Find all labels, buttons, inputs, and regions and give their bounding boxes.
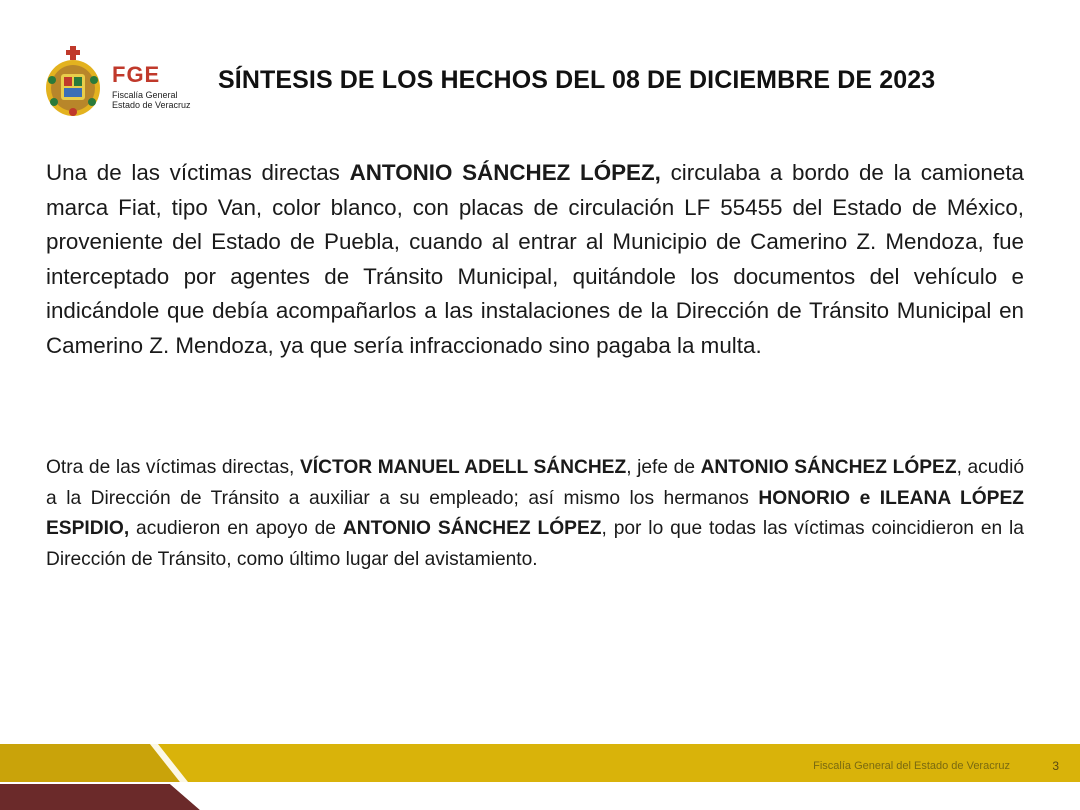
p1-text-2: circulaba a bordo de la camioneta marca Fiat, tipo Van, color blanco, con placas de circulación LF 55455 del Estado de México, proveniente del Estado de Puebla, cuando al entrar al Municipio de Camerino Z. Mendoza, fue interceptado por agentes de Tránsito Municipal, quitándole los documentos del vehículo e indicándole que debía acompañarlos a las instalaciones de la Dirección de Tránsito Municipal en Camerino Z. Mendoza, ya que sería infraccionado sino pagaba la multa.	[46, 160, 1024, 358]
logo-abbrev: FGE	[112, 62, 161, 87]
veracruz-coat-of-arms-icon	[44, 46, 102, 118]
fge-logo	[44, 46, 204, 118]
footer-decoration	[0, 744, 1080, 810]
page-number: 3	[1052, 759, 1059, 773]
paragraph-2	[46, 453, 1024, 575]
p2-bold-1: VÍCTOR MANUEL ADELL SÁNCHEZ	[299, 457, 627, 478]
paragraph-1	[46, 156, 1024, 363]
logo-line-1: Fiscalía General	[112, 90, 178, 100]
p1-text-1: Una de las víctimas directas	[46, 160, 350, 185]
p2-text-1: Otra de las víctimas directas,	[46, 457, 300, 478]
p2-text-3: , acudió a la Dirección de Tránsito a auxiliar a su empleado; así mismo los hermanos	[46, 457, 1025, 509]
p2-text-5: , por lo que todas las víctimas coincidieron en la Dirección de Tránsito, como último lugar del avistamiento.	[46, 518, 1024, 570]
p2-text-4: acudieron en apoyo de	[129, 518, 343, 539]
p2-bold-2: ANTONIO SÁNCHEZ LÓPEZ	[700, 457, 957, 478]
p2-bold-4: ANTONIO SÁNCHEZ LÓPEZ	[342, 518, 602, 539]
p2-text-2: , jefe de	[626, 457, 701, 478]
p2-bold-3: HONORIO e ILEANA LÓPEZ ESPIDIO,	[46, 487, 1024, 539]
logo-line-2: Estado de Veracruz	[112, 100, 191, 110]
footer-band	[0, 744, 1080, 810]
p1-bold-1: ANTONIO SÁNCHEZ LÓPEZ,	[349, 160, 661, 185]
page-title: SÍNTESIS DE LOS HECHOS DEL 08 DE DICIEMBRE DE 2023	[218, 66, 936, 94]
footer-org: Fiscalía General del Estado de Veracruz	[813, 760, 1010, 772]
